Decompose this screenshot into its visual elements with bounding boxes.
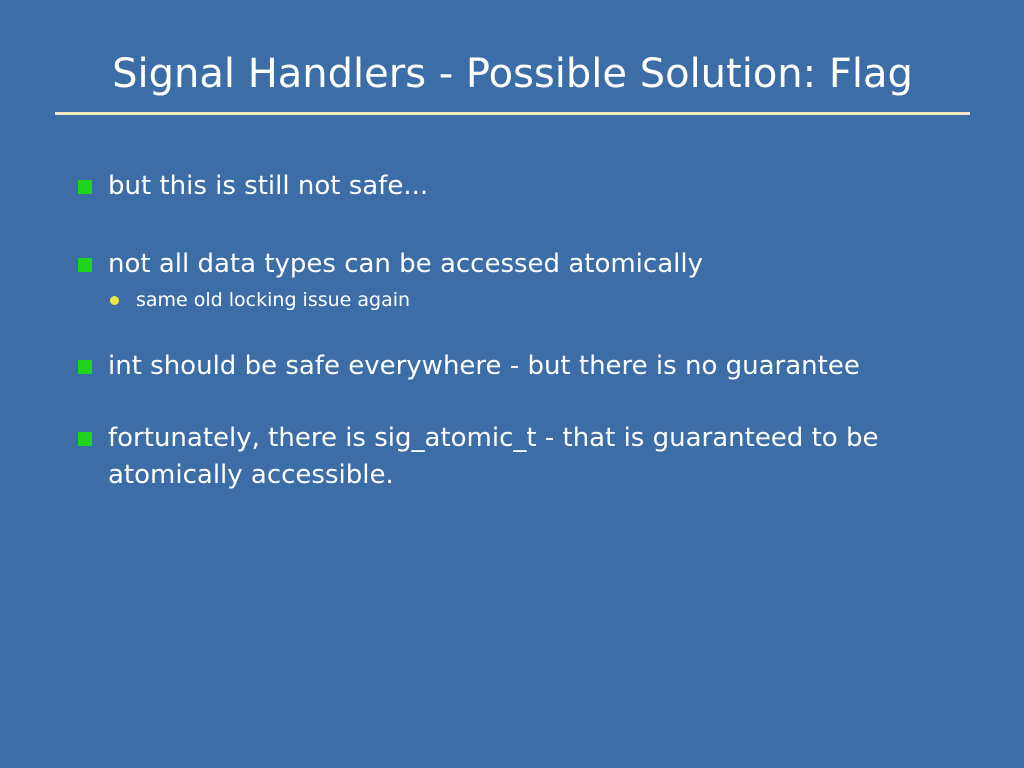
spacer <box>78 314 958 348</box>
list-item-text: not all data types can be accessed atomically <box>108 248 703 279</box>
list-item-text: fortunately, there is sig_atomic_t - that is guaranteed to be atomically accessible. <box>108 422 879 491</box>
slide-body <box>78 168 958 495</box>
square-bullet-icon <box>78 360 92 374</box>
list-item-text: same old locking issue again <box>136 289 411 312</box>
list-item-text: but this is still not safe... <box>108 171 429 201</box>
dot-bullet-icon <box>110 296 119 305</box>
title-underline-divider <box>55 112 970 115</box>
list-item <box>78 420 958 495</box>
square-bullet-icon <box>78 180 92 194</box>
page-title: Signal Handlers - Possible Solution: Flag <box>112 51 913 97</box>
square-bullet-icon <box>78 432 92 446</box>
list-item <box>78 168 958 206</box>
spacer <box>78 206 958 246</box>
list-item <box>78 348 958 386</box>
list-item-text: int should be safe everywhere - but there is no guarantee <box>108 350 860 381</box>
list-item <box>78 287 958 314</box>
square-bullet-icon <box>78 258 92 272</box>
spacer <box>78 386 958 420</box>
list-item <box>78 246 958 284</box>
